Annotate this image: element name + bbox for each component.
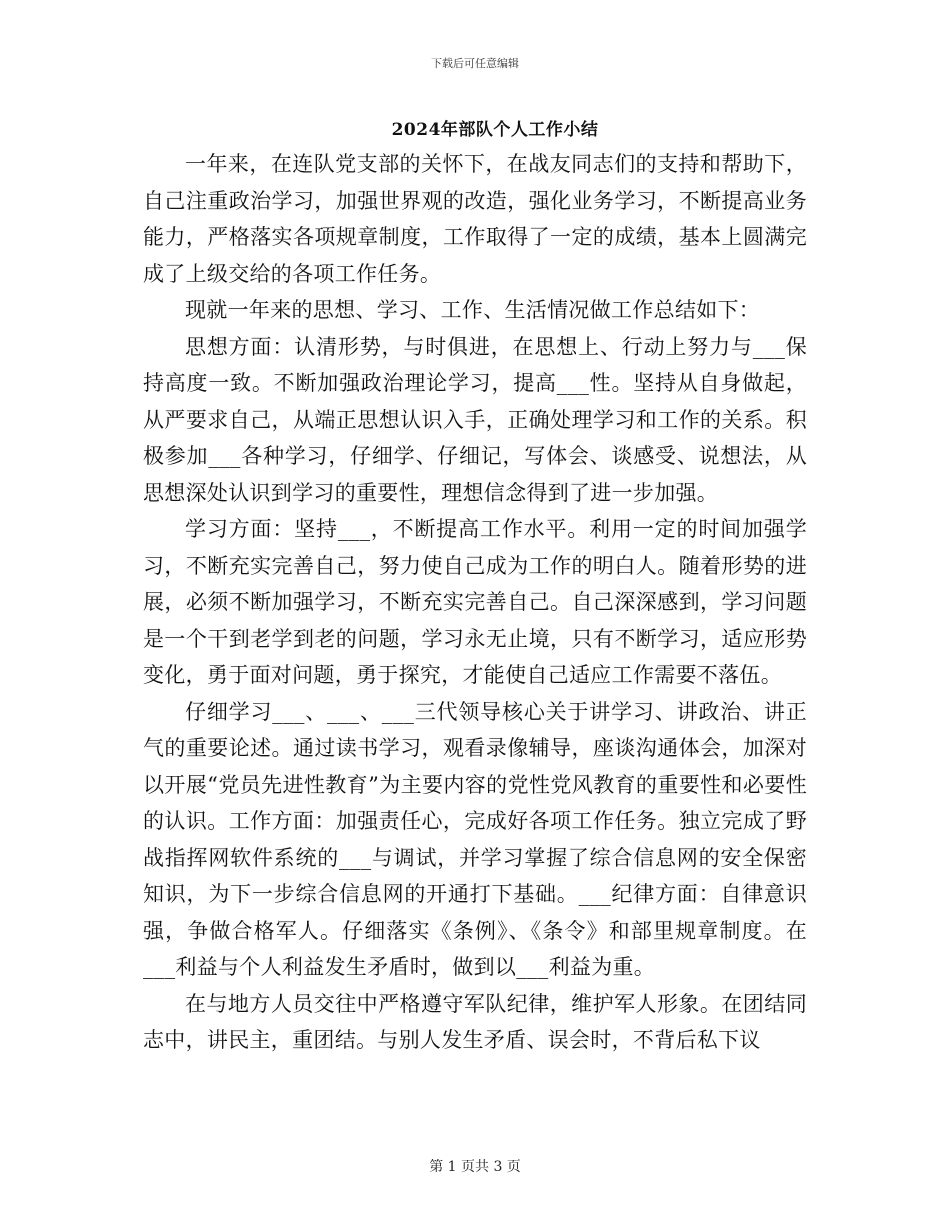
paragraph-work-discipline: 仔细学习___、___、___三代领导核心关于讲学习、讲政治、讲正气的重要论述。通过读书学习，观看录像辅导，座谈沟通体会，加深对以开展“党员先进性教育”为主要内容的党性党风教育的重要性和必要性的认识。工作方面：加强责任心，完成好各项工作任务。独立完成了野战指挥网软件系统的___与调试，并学习掌握了综合信息网的安全保密知识，为下一步综合信息网的开通打下基础。___纪律方面：自律意识强，争做合格军人。仔细落实《条例》、《条令》和部里规章制度。在___利益与个人利益发生矛盾时，做到以___利益为重。 [143,699,807,979]
paragraph-conduct: 在与地方人员交往中严格遵守军队纪律，维护军人形象。在团结同志中，讲民主，重团结。与别人发生矛盾、误会时，不背后私下议 [143,991,807,1052]
paragraph-summary-lead: 现就一年来的思想、学习、工作、生活情况做工作总结如下： [185,298,761,322]
paragraph-intro: 一年来，在连队党支部的关怀下，在战友同志们的支持和帮助下，自己注重政治学习，加强世界观的改造，强化业务学习，不断提高业务能力，严格落实各项规章制度，工作取得了一定的成绩，基本上圆满完成了上级交给的各项工作任务。 [143,152,807,286]
paragraph-study: 学习方面：坚持___，不断提高工作水平。利用一定的时间加强学习，不断充实完善自己，努力使自己成为工作的明白人。随着形势的进展，必须不断加强学习，不断充实完善自己。自己深深感到，学习问题是一个干到老学到老的问题，学习永无止境，只有不断学习，适应形势变化，勇于面对问题，勇于探究，才能使自己适应工作需要不落伍。 [143,517,807,687]
header-note: 下载后可任意编辑 [431,57,519,70]
document-body [143,146,807,1059]
paragraph-thought: 思想方面：认清形势，与时俱进，在思想上、行动上努力与___保持高度一致。不断加强政治理论学习，提高___性。坚持从自身做起，从严要求自己，从端正思想认识入手，正确处理学习和工作的关系。积极参加___各种学习，仔细学、仔细记，写体会、谈感受、说想法，从思想深处认识到学习的重要性，理想信念得到了进一步加强。 [143,334,807,505]
document-title: 2024年部队个人工作小结 [391,120,599,140]
page-footer: 第 1 页共 3 页 [429,1159,521,1175]
